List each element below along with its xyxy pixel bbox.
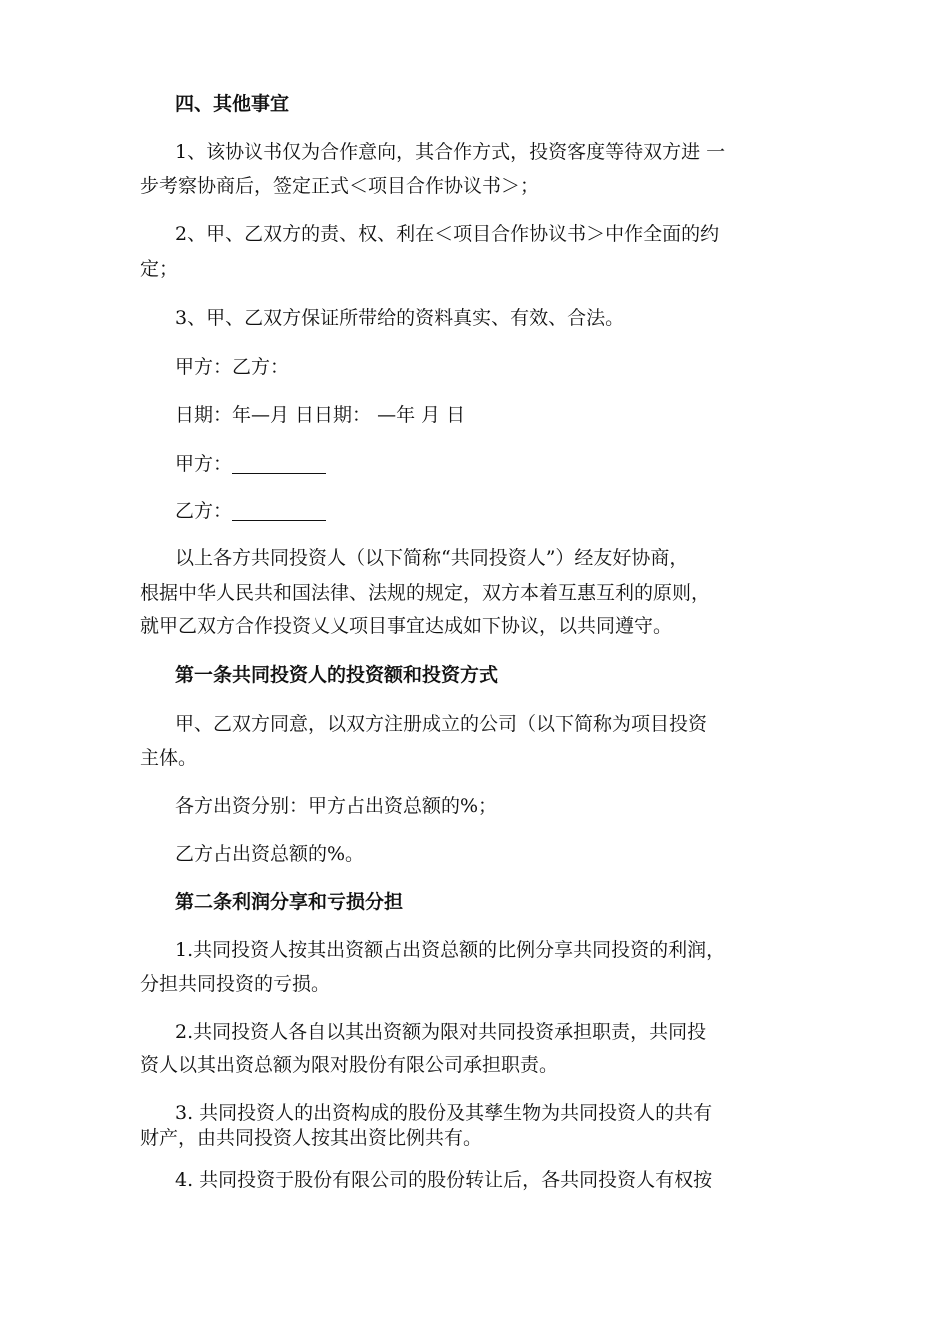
a1-p1-line1: 甲、乙双方同意，以双方注册成立的公司（以下简称为项目投资 bbox=[175, 713, 708, 735]
s4-item2-line1: 2、甲、乙双方的责、权、利在＜项目合作协议书＞中作全面的约 bbox=[175, 223, 720, 245]
party-b-blank bbox=[232, 502, 326, 521]
article1-heading: 第一条共同投资人的投资额和投资方式 bbox=[175, 664, 499, 686]
a2-item3-line1: 3. 共同投资人的出资构成的股份及其孳生物为共同投资人的共有 bbox=[175, 1102, 713, 1124]
party-b-signature bbox=[175, 499, 840, 523]
a2-item1-line1: 1.共同投资人按其出资额占出资总额的比例分享共同投资的利润， bbox=[175, 939, 726, 961]
s4-item2-line2: 定； bbox=[140, 258, 179, 280]
party-a-signature bbox=[175, 452, 840, 476]
date-line: 日期：年—月 日日期： —年 月 日 bbox=[175, 404, 466, 426]
s4-item3: 3、甲、乙双方保证所带给的资料真实、有效、合法。 bbox=[175, 307, 625, 329]
a2-item3-line2: 财产，由共同投资人按其出资比例共有。 bbox=[140, 1127, 483, 1149]
a2-item2-line1: 2.共同投资人各自以其出资额为限对共同投资承担职责，共同投 bbox=[175, 1021, 707, 1043]
a1-p3: 乙方占出资总额的%。 bbox=[175, 843, 365, 865]
intro-line2: 根据中华人民共和国法律、法规的规定，双方本着互惠互利的原则， bbox=[140, 582, 711, 604]
intro-line3: 就甲乙双方合作投资乂乂项目事宜达成如下协议，以共同遵守。 bbox=[140, 615, 673, 637]
intro-line1: 以上各方共同投资人（以下简称“共同投资人”）经友好协商， bbox=[175, 547, 689, 569]
article2-heading: 第二条利润分享和亏损分担 bbox=[175, 891, 404, 913]
a1-p2: 各方出资分别：甲方占出资总额的%； bbox=[175, 795, 498, 817]
a2-item2-line2: 资人以其出资总额为限对股份有限公司承担职责。 bbox=[140, 1054, 559, 1076]
party-a-blank bbox=[232, 455, 326, 474]
a2-item1-line2: 分担共同投资的亏损。 bbox=[140, 973, 331, 995]
a2-item4-line1: 4. 共同投资于股份有限公司的股份转让后，各共同投资人有权按 bbox=[175, 1169, 713, 1191]
party-a-label: 甲方： bbox=[175, 453, 233, 475]
s4-item1-line1: 1、该协议书仅为合作意向，其合作方式，投资客度等待双方进 一 bbox=[175, 141, 726, 163]
a1-p1-line2: 主体。 bbox=[140, 747, 198, 769]
party-b-label: 乙方： bbox=[175, 500, 233, 522]
s4-item1-line2: 步考察协商后，签定正式＜项目合作协议书＞； bbox=[140, 175, 540, 197]
section-heading-other-matters: 四、其他事宜 bbox=[175, 93, 290, 115]
party-line: 甲方：乙方： bbox=[175, 356, 290, 378]
